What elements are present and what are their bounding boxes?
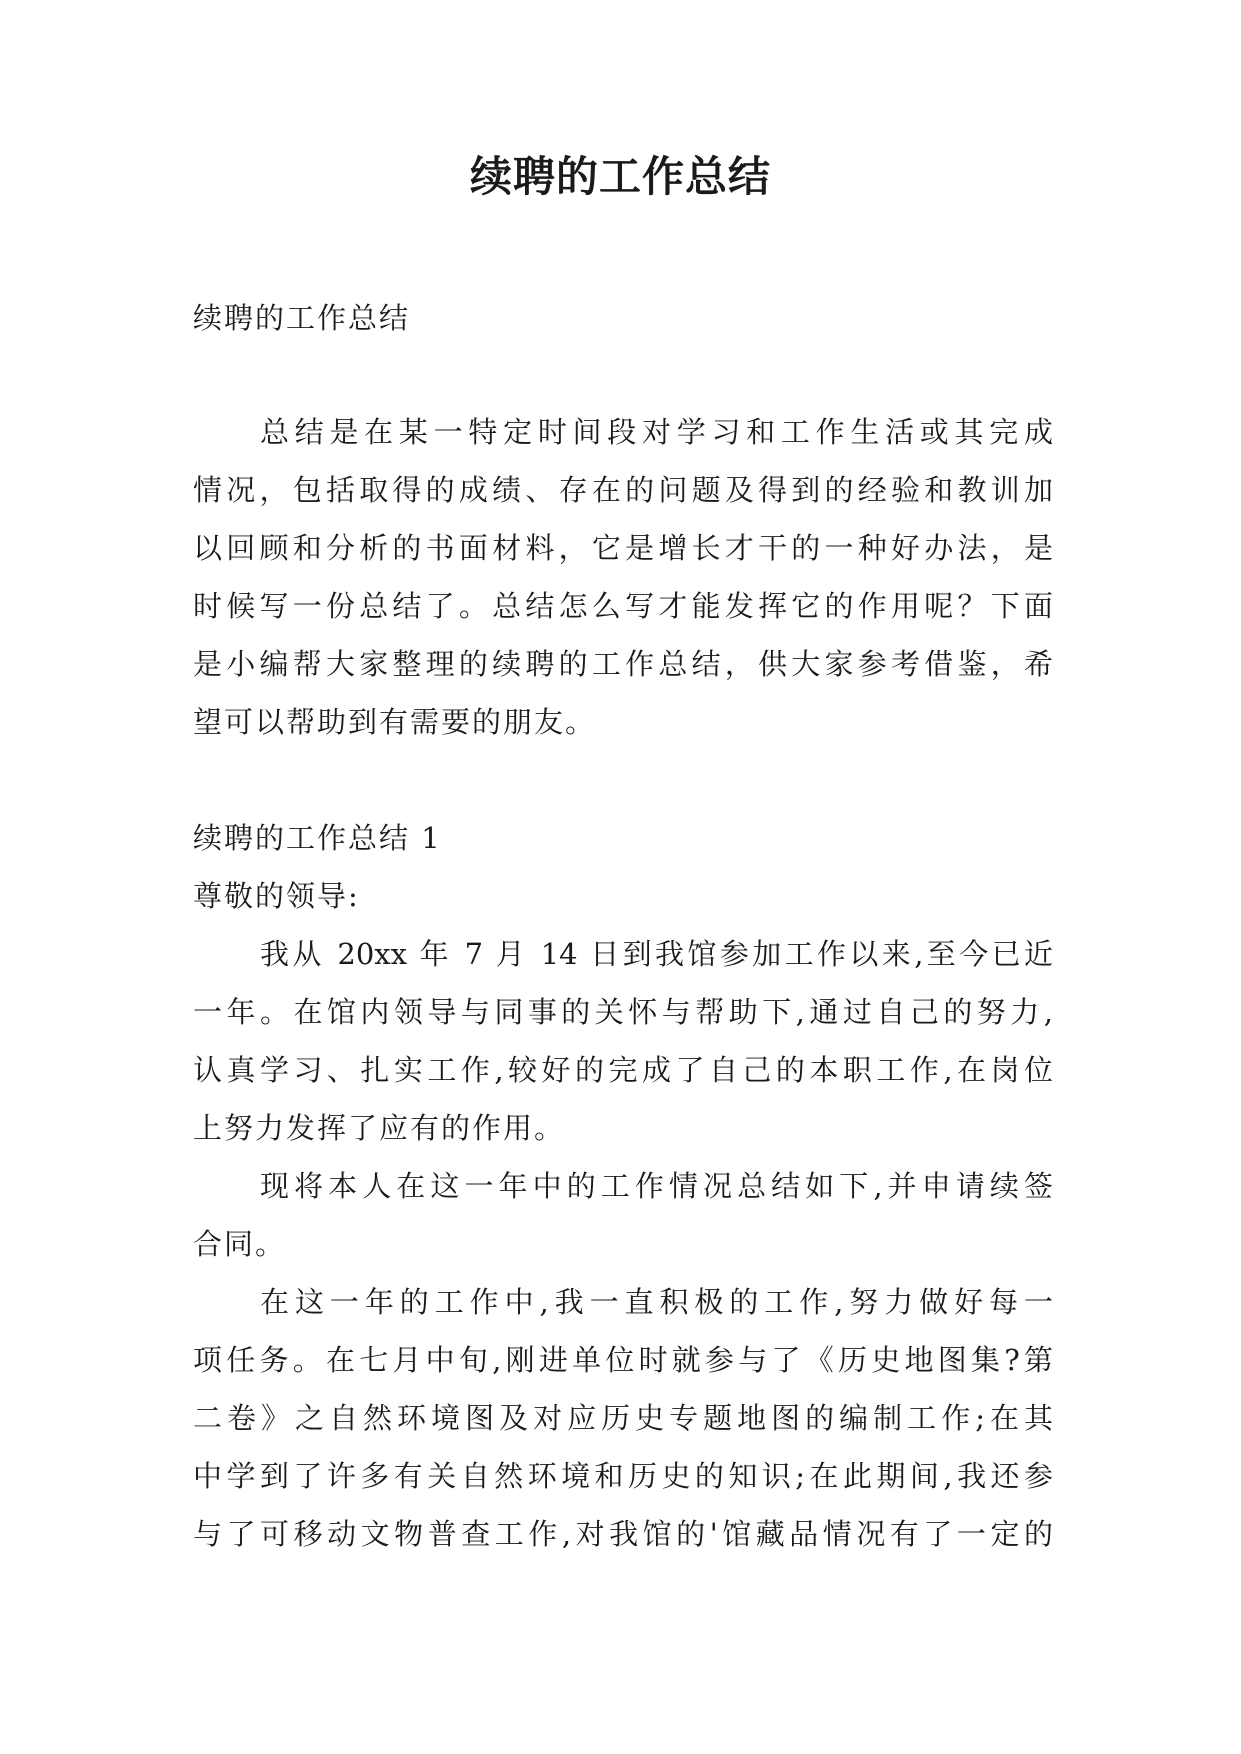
salutation: 尊敬的领导: bbox=[193, 879, 360, 913]
body-line: 现将本人在这一年中的工作情况总结如下,并申请续签 bbox=[260, 1169, 1053, 1203]
body-line: 我从 20xx 年 7 月 14 日到我馆参加工作以来,至今已近 bbox=[260, 937, 1053, 971]
intro-line: 时候写一份总结了。总结怎么写才能发挥它的作用呢？下面 bbox=[193, 589, 1053, 623]
intro-line: 总结是在某一特定时间段对学习和工作生活或其完成 bbox=[260, 415, 1053, 449]
body-line: 项任务。在七月中旬,刚进单位时就参与了《历史地图集?第 bbox=[193, 1343, 1053, 1377]
section-heading: 续聘的工作总结 1 bbox=[193, 821, 442, 855]
body-line: 合同。 bbox=[193, 1227, 287, 1261]
body-line: 认真学习、扎实工作,较好的完成了自己的本职工作,在岗位 bbox=[193, 1053, 1053, 1087]
intro-line: 望可以帮助到有需要的朋友。 bbox=[193, 705, 597, 739]
intro-line: 是小编帮大家整理的续聘的工作总结，供大家参考借鉴，希 bbox=[193, 647, 1053, 681]
body-line: 一年。在馆内领导与同事的关怀与帮助下,通过自己的努力, bbox=[193, 995, 1053, 1029]
body-line: 上努力发挥了应有的作用。 bbox=[193, 1111, 566, 1145]
intro-line: 以回顾和分析的书面材料，它是增长才干的一种好办法，是 bbox=[193, 531, 1053, 565]
document-title: 续聘的工作总结 bbox=[469, 152, 771, 201]
body-line: 与了可移动文物普查工作,对我馆的'馆藏品情况有了一定的 bbox=[193, 1517, 1053, 1551]
body-line: 二卷》之自然环境图及对应历史专题地图的编制工作;在其 bbox=[193, 1401, 1053, 1435]
body-line: 中学到了许多有关自然环境和历史的知识;在此期间,我还参 bbox=[193, 1459, 1053, 1493]
body-line: 在这一年的工作中,我一直积极的工作,努力做好每一 bbox=[260, 1285, 1053, 1319]
intro-line: 情况，包括取得的成绩、存在的问题及得到的经验和教训加 bbox=[193, 473, 1053, 507]
subtitle: 续聘的工作总结 bbox=[193, 301, 411, 335]
